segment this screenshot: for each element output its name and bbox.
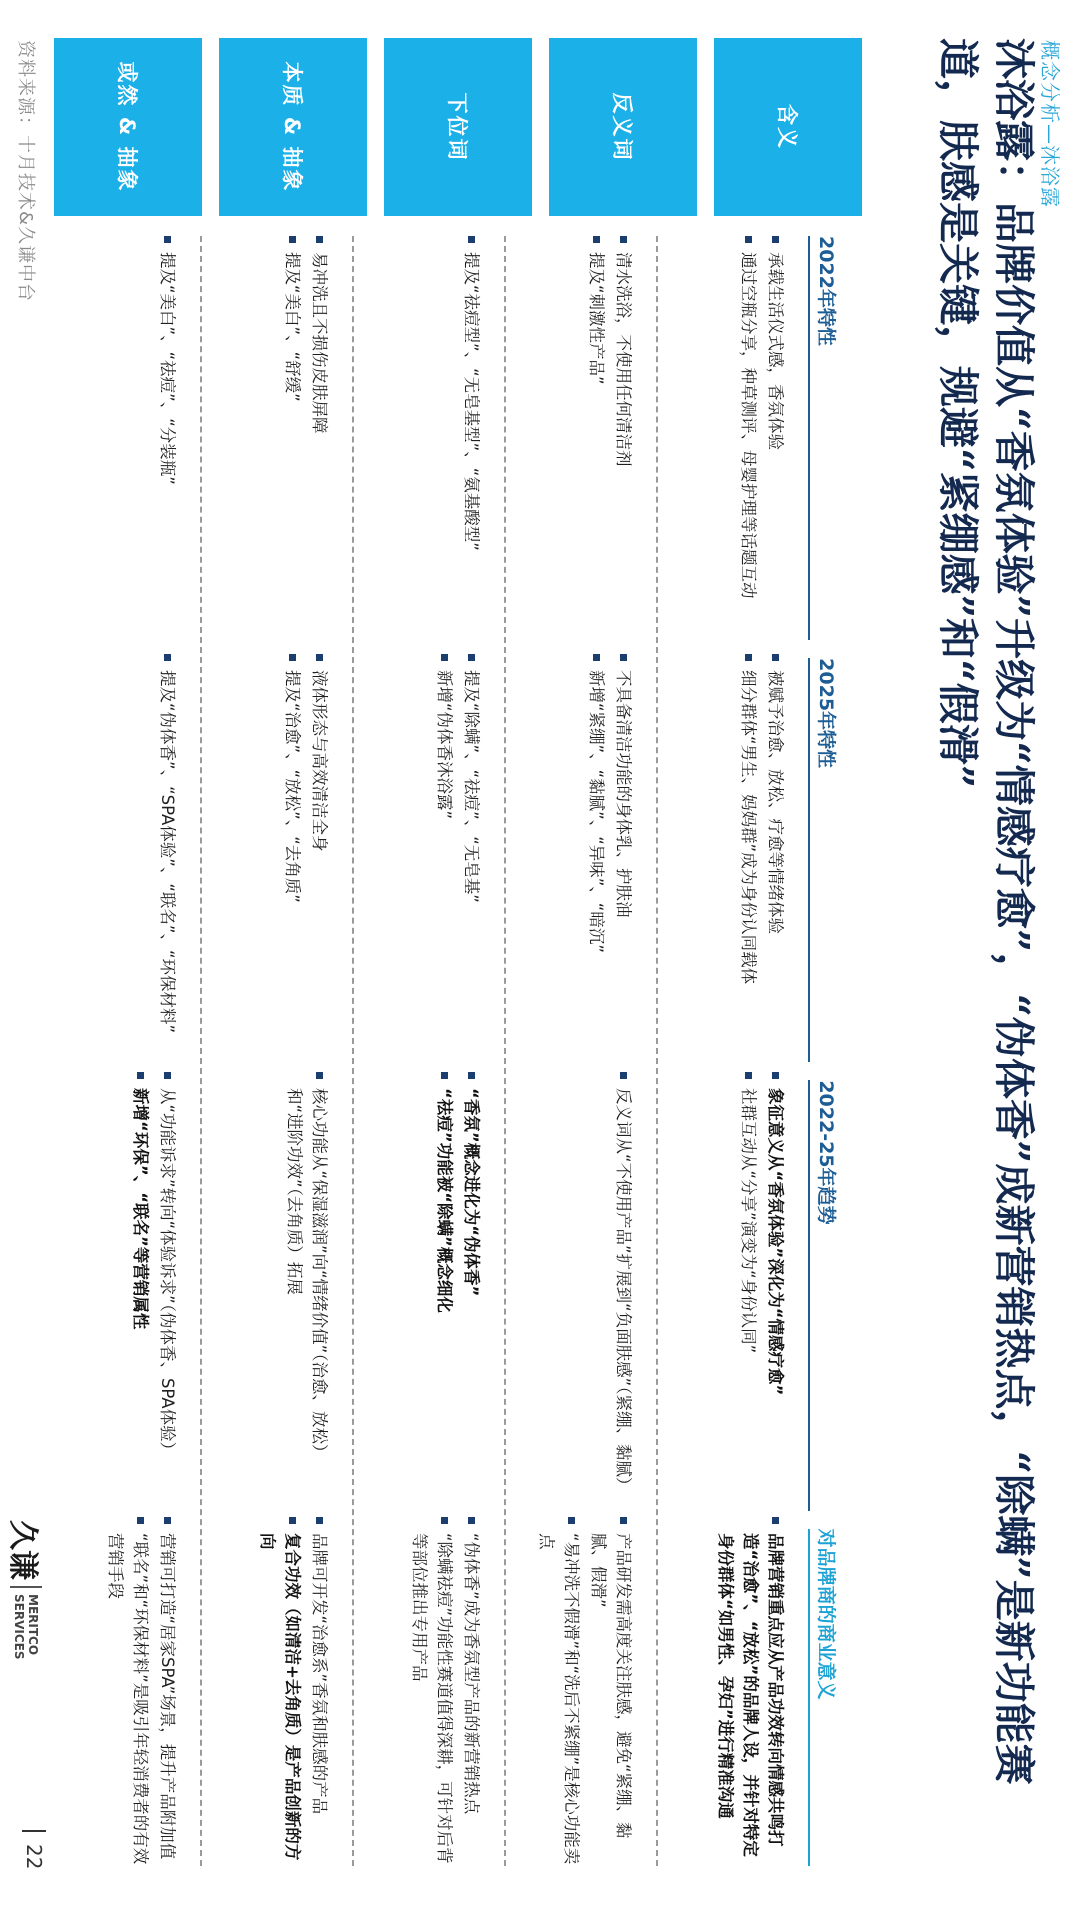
row-label-hyponym: 下位词 (384, 38, 532, 216)
page-title: 沐浴露：品牌价值从“香氛体验”升级为“情感疗愈”，“伪体香”成新营销热点，“除螨”是新功能赛道，肤感是关键，规避“紧绷感”和“假滑” (934, 38, 1038, 1785)
bullet-item: 细分群体“男生、妈妈群”成为身份认同载体 (736, 654, 761, 1054)
table-cell (202, 654, 332, 1072)
bullet-item: 产品研发需高度关注肤感，避免“紧绷、黏腻、假滑” (586, 1517, 636, 1866)
bullet-item: 从“功能诉求”转向“体验诉求”（伪体香、SPA体验） (155, 1072, 180, 1499)
table-cell (354, 1517, 484, 1866)
brand-logo (4, 1520, 48, 1659)
table-cell (506, 654, 636, 1072)
bullet-item: 清水洗浴，不使用任何清洁剂 (611, 236, 636, 636)
logo-cn-text: 久谦 (5, 1520, 40, 1580)
bullet-item: “祛痘”功能被“除螨”概念细化 (432, 1072, 457, 1499)
bullet-item: “香氛”概念进化为“伪体香” (459, 1072, 484, 1499)
bullet-item: 通过空瓶分享，种草测评、母婴护理等话题互动 (736, 236, 761, 636)
row-labels (37, 38, 862, 216)
logo-en-text (12, 1594, 40, 1659)
logo-en-line-1: MERITCO (26, 1594, 40, 1656)
bullet-item: 品牌营销重点应从产品功效转向情感共鸣打造“治愈”、“放松”的品牌人设，并针对特定身份群体“如男性、孕妇”进行精准沟通 (713, 1517, 788, 1866)
section-tag: 概念分析—沐浴露 (1038, 40, 1062, 208)
column-header-2025: 2025年特性 (808, 658, 852, 1062)
logo-en-line-2: SERVICES (12, 1594, 26, 1660)
table-cell (202, 236, 332, 654)
bullet-item: 不具备清洁功能的身体乳、护肤油 (611, 654, 636, 1054)
column-header-row (808, 236, 852, 1866)
table-row (656, 236, 794, 1866)
table-row (352, 236, 490, 1866)
source-note: 资料来源：十月技术&久谦中台 (15, 40, 36, 303)
analysis-table (48, 236, 852, 1866)
bullet-item: 营销可打造“居家SPA”场景，提升产品附加值 (155, 1517, 180, 1866)
table-cell (658, 1072, 788, 1517)
table-cell (202, 1072, 332, 1517)
table-cell (48, 1072, 180, 1517)
table-cell (48, 236, 180, 654)
bullet-item: 提及“治愈”、“放松”、“去角质” (280, 654, 305, 1054)
table-cell (658, 654, 788, 1072)
bullet-item: 提及“美白”、“祛痘”、“分装瓶” (155, 236, 180, 636)
page-number-text: 22 (22, 1844, 46, 1870)
bullet-item: “伪体香”成为香氛型产品的新营销热点 (459, 1517, 484, 1866)
table-cell (354, 236, 484, 654)
row-label-contingency: 或然 & 抽象 (54, 38, 202, 216)
bullet-item: 易冲洗且不损伤皮肤屏障 (307, 236, 332, 636)
bullet-item: 社群互动从“分享”演变为“身份认同” (736, 1072, 761, 1499)
bullet-item: 承载生活仪式感，香氛体验 (763, 236, 788, 636)
bullet-item: 反义词从“不使用产品”扩展到“负面肤感”（紧绷、黏腻） (611, 1072, 636, 1499)
bullet-item: 品牌可开发“治愈系”香氛和肤感的产品 (307, 1517, 332, 1866)
bullet-item: 象征意义从“香氛体验”深化为“情感疗愈” (763, 1072, 788, 1499)
table-cell (202, 1517, 332, 1866)
table-cell (354, 1072, 484, 1517)
bullet-item: 提及“伪体香”、“SPA体验”、“联名”、“环保材料” (155, 654, 180, 1054)
bullet-item: 被赋予治愈、放松、疗愈等情绪体验 (763, 654, 788, 1054)
table-row (504, 236, 642, 1866)
table-cell (48, 654, 180, 1072)
bullet-item: 液体形态与高效清洁全身 (307, 654, 332, 1054)
row-label-essence: 本质 & 抽象 (219, 38, 367, 216)
bullet-item: “除螨祛痘”功能性赛道值得深耕，可针对后背等部位推出专用产品 (407, 1517, 457, 1866)
bullet-item: 提及“除螨”、“祛痘”、“无皂基” (459, 654, 484, 1054)
table-cell (506, 236, 636, 654)
row-label-antonym: 反义词 (549, 38, 697, 216)
bullet-item: 新增“紧绷”、“黏腻”、“异味”、“暗沉” (584, 654, 609, 1054)
logo-divider (10, 1586, 42, 1588)
bullet-item: “易冲洗不假滑”和“洗后不紧绷”是核心功能卖点 (534, 1517, 584, 1866)
row-label-meaning: 含义 (714, 38, 862, 216)
column-header-2022: 2022年特性 (808, 236, 852, 640)
bullet-item: 提及“美白”、“舒缓” (280, 236, 305, 636)
page-number-divider (22, 1830, 46, 1832)
bullet-item: 新增“伪体香沐浴露” (432, 654, 457, 1054)
table-cell (658, 1517, 788, 1866)
column-header-business: 对品牌商的商业意义 (808, 1529, 852, 1866)
table-cell (354, 654, 484, 1072)
table-cell (48, 1517, 180, 1866)
bullet-item: 复合功效（如清洁+去角质）是产品创新的方向 (255, 1517, 305, 1866)
table-cell (506, 1517, 636, 1866)
column-header-trend: 2022-25年趋势 (808, 1080, 852, 1510)
bullet-item: 新增“环保”、“联名”等营销属性 (128, 1072, 153, 1499)
bullet-item: 核心功能从“保湿滋润”向“情绪价值”（治愈、放松）和“进阶功效”（去角质）拓展 (282, 1072, 332, 1499)
table-row (48, 236, 186, 1866)
page-number (22, 1830, 46, 1869)
bullet-item: “联名”和“环保材料”是吸引年轻消费者的有效营销手段 (103, 1517, 153, 1866)
table-cell (506, 1072, 636, 1517)
table-row (200, 236, 338, 1866)
bullet-item: 提及“刺激性产品” (584, 236, 609, 636)
table-cell (658, 236, 788, 654)
bullet-item: 提及“祛痘型”、“无皂基型”、“氨基酸型” (459, 236, 484, 636)
